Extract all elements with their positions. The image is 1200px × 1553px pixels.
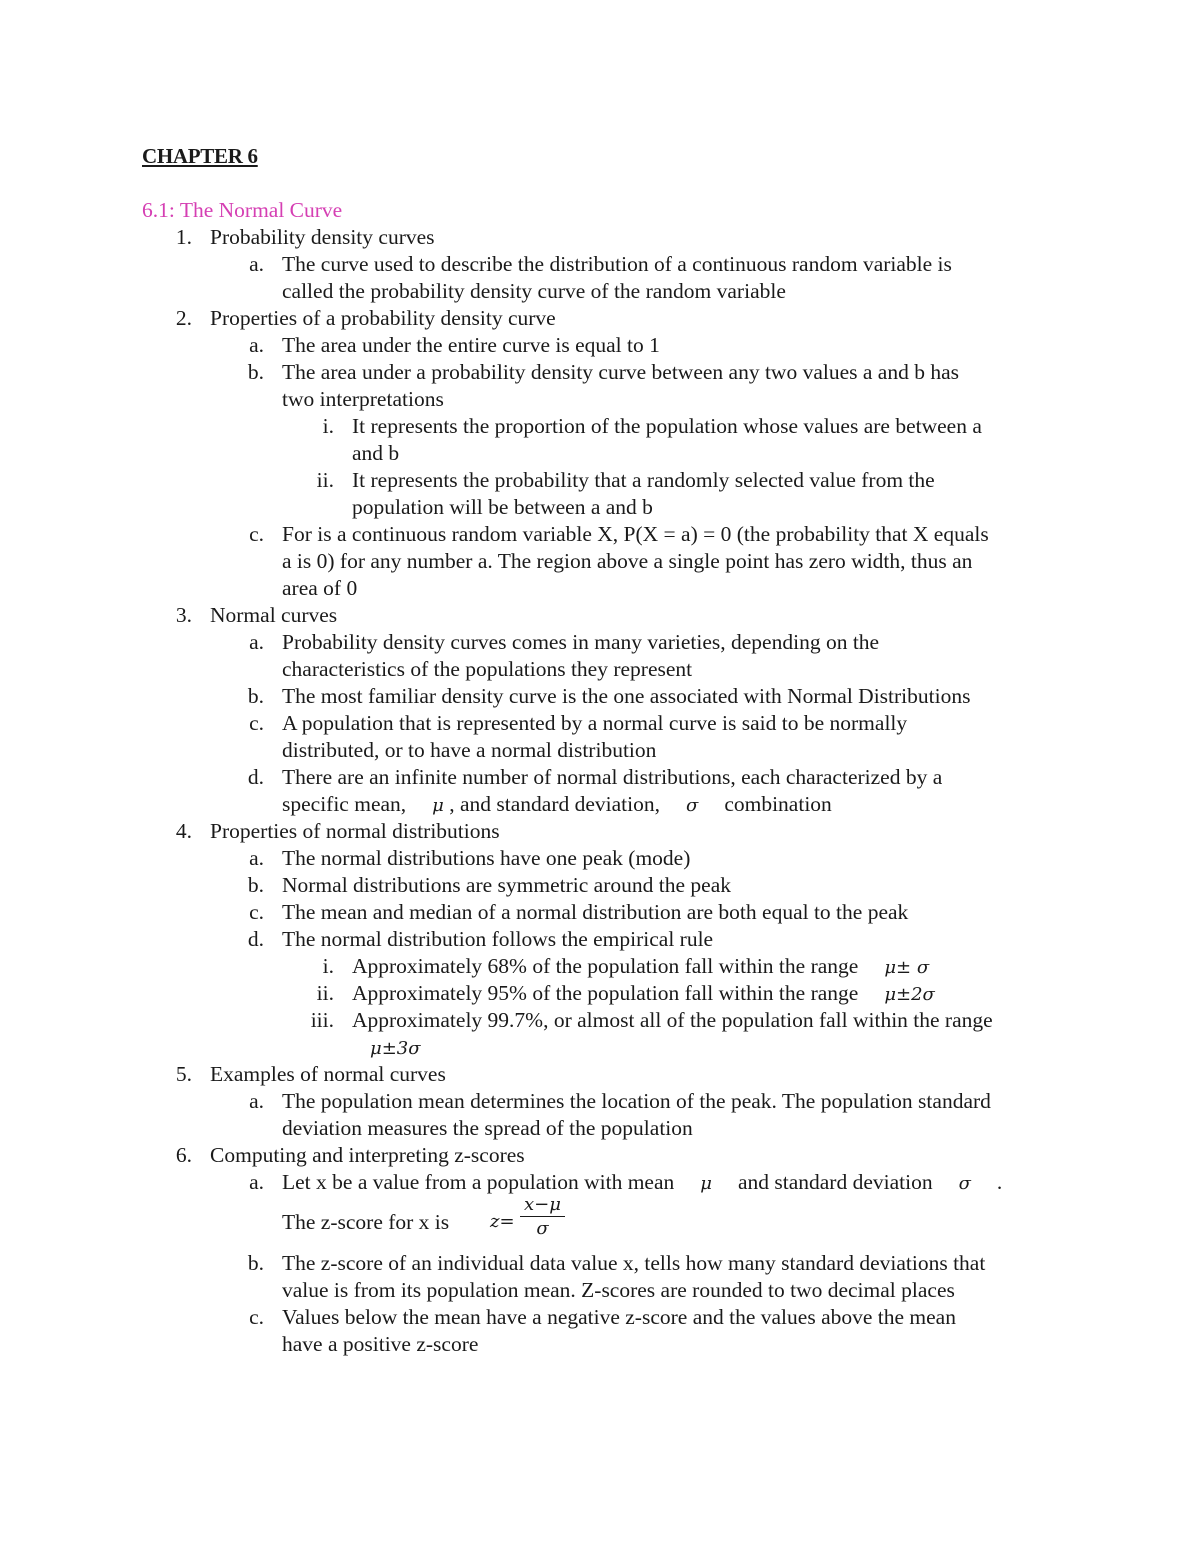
sub-item-continued [0,1277,1200,1304]
z-formula-lhs: z= [490,1211,515,1232]
sub-text: Probability density curves comes in many varieties, depending on the [282,630,880,654]
text-fragment: and standard deviation [737,1170,933,1194]
text-fragment: specific mean, [282,792,407,816]
sub-item [0,899,1200,926]
text-fragment: . [996,1170,1003,1194]
list-item [0,602,1200,629]
sub-letter: c. [249,522,264,546]
sub-text [282,1169,1002,1197]
sub-letter: a. [249,1089,264,1113]
item-number: 5. [175,1062,192,1086]
z-formula-denominator: σ [536,1218,549,1239]
sub-text: deviation measures the spread of the population [282,1116,693,1140]
subsub-item-continued [0,494,1200,521]
sub-letter: b. [247,873,264,897]
text-fragment: , and standard deviation, [449,792,661,816]
roman-numeral: ii. [316,468,334,492]
sub-text: Values below the mean have a negative z-score and the values above the mean [282,1305,956,1329]
subsub-item-continued [0,1034,1200,1061]
sub-text: The z-score for x is [282,1210,450,1234]
list-item [0,818,1200,845]
subsub-text [352,980,935,1008]
sub-item-continued [0,386,1200,413]
sub-item [0,845,1200,872]
sub-item [0,1304,1200,1331]
sub-text: The most familiar density curve is the one associated with Normal Distributions [282,684,971,708]
sigma-symbol: σ [958,1173,971,1194]
sub-letter: c. [249,1305,264,1329]
range-expression [370,1034,421,1062]
sub-text: The area under the entire curve is equal to 1 [282,333,660,357]
item-label: Properties of normal distributions [210,819,500,843]
subsub-text: Approximately 99.7%, or almost all of the population fall within the range [352,1008,993,1032]
sub-text: have a positive z-score [282,1332,479,1356]
sub-item [0,629,1200,656]
item-label: Normal curves [210,603,338,627]
sub-text: The population mean determines the location of the peak. The population standard [282,1089,991,1113]
chapter-title: CHAPTER 6 [142,144,258,168]
sub-item [0,251,1200,278]
subsub-text: It represents the probability that a randomly selected value from the [352,468,935,492]
range-expression-text: μ±3σ [370,1038,421,1059]
subsub-item [0,953,1200,980]
sub-text: distributed, or to have a normal distribution [282,738,657,762]
roman-numeral: i. [322,954,334,978]
sub-item [0,764,1200,791]
sub-letter: b. [247,1251,264,1275]
sub-letter: a. [249,1170,264,1194]
text-fragment: combination [724,792,832,816]
sub-text: For is a continuous random variable X, P(X = a) = 0 (the probability that X equals [282,522,989,546]
sub-text: The area under a probability density curve between any two values a and b has [282,360,959,384]
sub-text [282,791,832,819]
sub-item [0,683,1200,710]
subsub-text: and b [352,441,400,465]
sub-text: The mean and median of a normal distribution are both equal to the peak [282,900,909,924]
sub-item [0,1250,1200,1277]
sub-text: The normal distributions have one peak (mode) [282,846,691,870]
list-item [0,1142,1200,1169]
sub-letter: c. [249,900,264,924]
subsub-text: It represents the proportion of the population whose values are between a [352,414,982,438]
sub-item-continued [0,1331,1200,1358]
z-formula-fraction [520,1194,565,1241]
item-label: Probability density curves [210,225,435,249]
subsub-item [0,413,1200,440]
item-number: 6. [175,1143,192,1167]
sub-item [0,926,1200,953]
mu-symbol: μ [432,795,444,816]
range-expression: μ±2σ [884,984,935,1005]
sub-text: A population that is represented by a normal curve is said to be normally [282,711,908,735]
subsub-text [352,953,929,981]
sub-letter: a. [249,846,264,870]
sub-item [0,359,1200,386]
sub-item-continued [0,1115,1200,1142]
sub-letter: d. [247,927,264,951]
item-number: 3. [175,603,192,627]
sub-letter: d. [247,765,264,789]
sub-text: called the probability density curve of the random variable [282,279,786,303]
section-title: 6.1: The Normal Curve [142,198,343,222]
list-item [0,305,1200,332]
sub-item-continued [0,656,1200,683]
text-fragment: Approximately 95% of the population fall within the range [352,981,859,1005]
outline-body [0,224,1200,1358]
mu-symbol: μ [700,1173,712,1194]
item-number: 2. [175,306,192,330]
range-expression: μ± σ [884,957,930,978]
sub-item [0,710,1200,737]
sub-item-continued [0,548,1200,575]
sub-item [0,521,1200,548]
sub-item-continued [0,278,1200,305]
subsub-item [0,467,1200,494]
sub-letter: a. [249,252,264,276]
subsub-item-continued [0,440,1200,467]
sub-item-continued [0,737,1200,764]
item-label: Properties of a probability density curve [210,306,556,330]
item-label: Computing and interpreting z-scores [210,1143,525,1167]
sub-item-continued [0,1196,1200,1250]
sub-item [0,1088,1200,1115]
sub-text: Normal distributions are symmetric around the peak [282,873,731,897]
roman-numeral: iii. [310,1008,334,1032]
item-label: Examples of normal curves [210,1062,446,1086]
sub-text: value is from its population mean. Z-scores are rounded to two decimal places [282,1278,955,1302]
sub-letter: b. [247,360,264,384]
subsub-item [0,980,1200,1007]
list-item [0,224,1200,251]
item-number: 4. [175,819,192,843]
sub-text: The z-score of an individual data value x, tells how many standard deviations that [282,1251,986,1275]
sub-text: two interpretations [282,387,444,411]
subsub-item [0,1007,1200,1034]
sub-letter: a. [249,630,264,654]
sub-item-continued [0,791,1200,818]
sub-item [0,1169,1200,1196]
sub-text: a is 0) for any number a. The region above a single point has zero width, thus an [282,549,973,573]
item-number: 1. [175,225,192,249]
sub-text: There are an infinite number of normal distributions, each characterized by a [282,765,943,789]
sub-item-continued [0,575,1200,602]
z-formula-numerator: x−μ [520,1194,565,1217]
roman-numeral: i. [322,414,334,438]
sub-text: The normal distribution follows the empirical rule [282,927,714,951]
sub-letter: b. [247,684,264,708]
sub-text: characteristics of the populations they represent [282,657,693,681]
subsub-text: population will be between a and b [352,495,653,519]
sub-text: The curve used to describe the distribution of a continuous random variable is [282,252,952,276]
sub-text: area of 0 [282,576,358,600]
text-fragment: Let x be a value from a population with mean [282,1170,675,1194]
sub-letter: a. [249,333,264,357]
text-fragment: Approximately 68% of the population fall within the range [352,954,859,978]
roman-numeral: ii. [316,981,334,1005]
list-item [0,1061,1200,1088]
sigma-symbol: σ [686,795,699,816]
sub-item [0,332,1200,359]
sub-letter: c. [249,711,264,735]
sub-item [0,872,1200,899]
